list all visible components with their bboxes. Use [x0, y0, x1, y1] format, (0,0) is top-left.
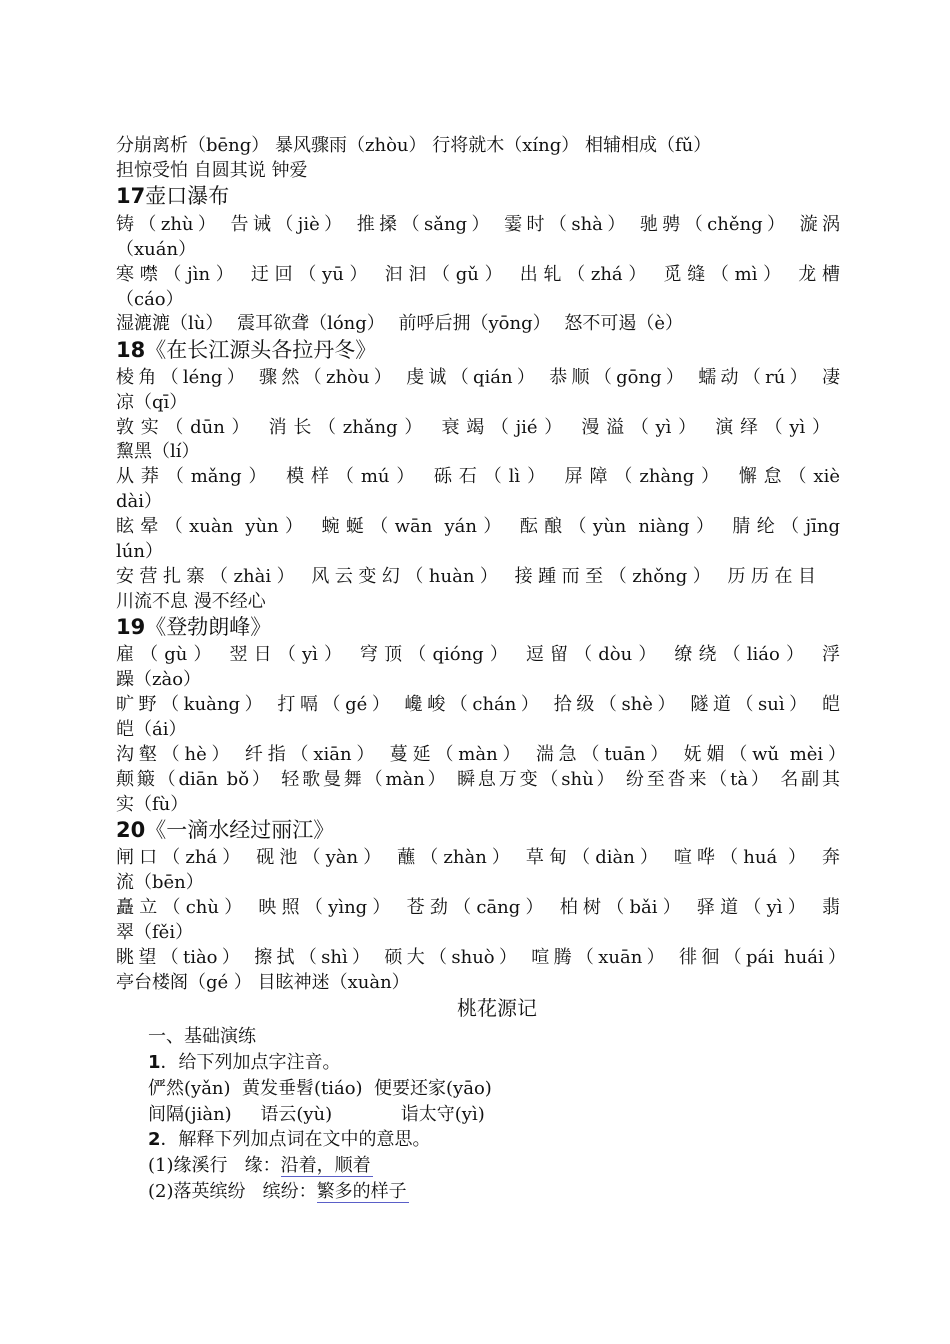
question-1: [148, 1051, 341, 1075]
text-line: （cáo）: [116, 289, 184, 310]
text-line: 湿漉漉（lù） 震耳欲聋（lóng） 前呼后拥（yōng） 怒不可遏（è）: [116, 313, 683, 334]
passage-title: 桃花源记: [457, 996, 537, 1020]
text-line: 闸口（zhá） 砚池（yàn） 蘸（zhàn） 草甸（diàn） 喧哗（huá ） 奔: [116, 847, 840, 868]
section-heading-20: [116, 817, 334, 843]
heading-number: 20: [116, 818, 146, 842]
answer-underlined: 沿着，顺着: [280, 1155, 371, 1176]
answer-line: 间隔(jiàn) 语云(yù) 诣太守(yì): [148, 1104, 485, 1125]
question-text: ．给下列加点字注音。: [160, 1052, 341, 1073]
text-line: 川流不息 漫不经心: [116, 591, 266, 612]
heading-title: 《在长江源头各拉丹冬》: [145, 338, 377, 362]
text-line: dài）: [116, 491, 163, 512]
heading-number: 18: [116, 338, 146, 362]
text-line: 躁（zào）: [116, 669, 202, 690]
heading-title: 壶口瀑布: [145, 184, 230, 208]
text-line: （xuán）: [116, 239, 197, 260]
text-line: 凉（qī）: [116, 392, 188, 413]
text-line: 眩晕（xuàn yùn） 蜿蜒（wān yán） 酝酿（yùn niàng） 腈纶（jīng: [116, 516, 840, 537]
section-heading-18: [116, 337, 376, 363]
heading-number: 19: [116, 615, 146, 639]
section-heading-17: [116, 183, 229, 209]
answer-underlined: 繁多的样子: [316, 1181, 407, 1202]
text-line: lún）: [116, 541, 163, 562]
text-line: 实（fù）: [116, 794, 189, 815]
heading-title: 《登勃朗峰》: [145, 615, 272, 639]
text-line: 棱角（léng） 骤然（zhòu） 虔诚（qián） 恭顺（gōng） 蠕动（rú） 凄: [116, 367, 840, 388]
question-number: 2: [148, 1129, 161, 1150]
text-line: 黧黑（lí）: [116, 441, 200, 462]
text-line: 眺望（tiào） 擦拭（shì） 硕大（shuò） 喧腾（xuān） 徘徊（pái huái）: [116, 947, 846, 968]
text-line: 颠簸（diān bǒ） 轻歌曼舞（màn） 瞬息万变（shù） 纷至沓来（tà） 名副其: [116, 769, 840, 790]
text-line: 翠（fěi）: [116, 922, 194, 943]
text-line: 矗立（chù） 映照（yìng） 苍劲（cāng） 柏树（bǎi） 驿道（yì） 翡: [116, 897, 840, 918]
text-line: 分崩离析（bēng） 暴风骤雨（zhòu） 行将就木（xíng） 相辅相成（fǔ）: [116, 135, 712, 156]
text-line: 皑（ái）: [116, 719, 187, 740]
exercise-heading: 一、基础演练: [148, 1026, 256, 1047]
text-line: 敦实（dūn） 消长（zhǎng） 衰竭（jié） 漫溢（yì） 演绎（yì）: [116, 417, 830, 438]
text-line: 流（bēn）: [116, 872, 204, 893]
text-line: 铸（zhù） 告诫（jiè） 推搡（sǎng） 霎时（shà） 驰骋（chěng） 漩涡: [116, 214, 840, 235]
text-line: 寒噤（jìn） 迂回（yū） 汩汩（gǔ） 出轧（zhá） 觅缝（mì） 龙槽: [116, 264, 840, 285]
text-line: 从莽（mǎng） 模样（mú） 砾石（lì） 屏障（zhàng） 懈怠（xiè: [116, 466, 840, 487]
section-heading-19: [116, 614, 271, 640]
text-line: 雇（gù） 翌日（yì） 穹顶（qióng） 逗留（dòu） 缭绕（liáo） 浮: [116, 644, 840, 665]
sub-question: [148, 1180, 409, 1204]
text-line: 安营扎寨（zhài） 风云变幻（huàn） 接踵而至（zhǒng） 历历在目: [116, 566, 816, 587]
question-text: ．解释下列加点词在文中的意思。: [160, 1129, 431, 1150]
question-number: 1: [148, 1052, 161, 1073]
sub-question-text: (1)缘溪行 缘：: [148, 1155, 281, 1176]
text-line: 担惊受怕 自圆其说 钟爱: [116, 160, 308, 181]
heading-title: 《一滴水经过丽江》: [145, 818, 335, 842]
answer-line: 俨然(yǎn) 黄发垂髫(tiáo) 便要还家(yāo): [148, 1078, 492, 1099]
text-line: 旷野（kuàng） 打嗝（gé） 巉峻（chán） 拾级（shè） 隧道（suì） 皑: [116, 694, 840, 715]
text-line: 沟壑（hè） 纤指（xiān） 蔓延（màn） 湍急（tuān） 妩媚（wǔ mèi）: [116, 744, 846, 765]
heading-number: 17: [116, 184, 146, 208]
question-2: [148, 1128, 431, 1152]
sub-question-text: (2)落英缤纷 缤纷：: [148, 1181, 317, 1202]
text-line: 亭台楼阁（gé ） 目眩神迷（xuàn）: [116, 972, 410, 993]
sub-question: [148, 1154, 373, 1178]
